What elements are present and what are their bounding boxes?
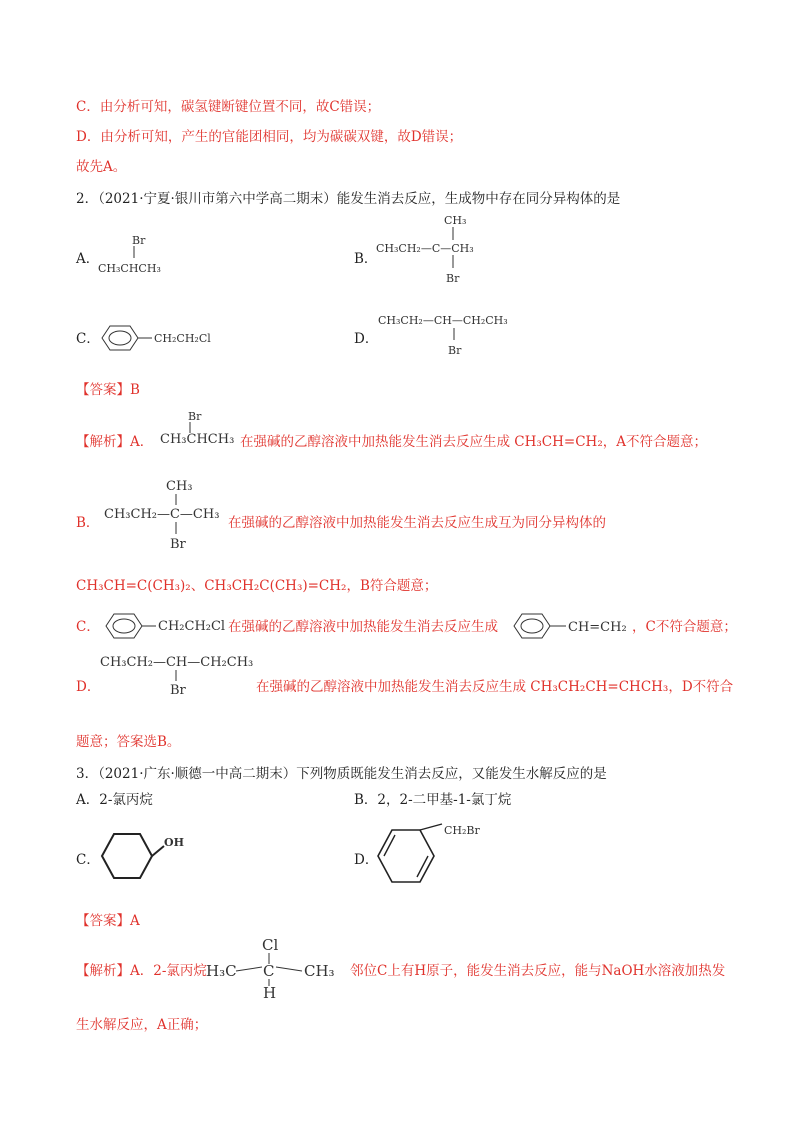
q2-analysis-d-prefix: D． [76, 679, 101, 695]
svg-text:C: C [263, 962, 275, 980]
q2-analysis-a-text: 在强碱的乙醇溶液中加热能发生消去反应生成 CH₃CH=CH₂，A不符合题意； [240, 434, 707, 450]
q2-analysis-d-continued: 题意；答案选B。 [76, 734, 181, 750]
q2-analysis-b-prefix: B． [76, 515, 100, 531]
q2-answer: 【答案】B [76, 382, 140, 398]
hydroxyl-label: OH [164, 836, 184, 849]
svg-text:CH₃CH₂—CH—CH₂CH₃: CH₃CH₂—CH—CH₂CH₃ [100, 655, 254, 670]
q2-analysis-d-structure [100, 650, 270, 700]
q2-option-a-label: A． [76, 251, 100, 267]
q3-structure-d [372, 816, 522, 892]
svg-text:Br: Br [170, 683, 186, 698]
chloroethyl-label: CH₂CH₂Cl [154, 332, 211, 345]
analysis-line-c: C．由分析可知，碳氢键断键位置不同，故C错误； [76, 99, 381, 115]
conclusion-line: 故先A。 [76, 159, 127, 175]
svg-text:Br: Br [170, 537, 186, 552]
q3-structure-c [96, 820, 206, 890]
hydrogen-label: H [263, 984, 277, 1002]
q2-option-c-label: C． [76, 331, 100, 347]
chain-label: CH₃CH₂—CH—CH₂CH₃ [378, 314, 508, 327]
q3-answer: 【答案】A [76, 913, 140, 929]
svg-text:CH₃CHCH₃: CH₃CHCH₃ [160, 432, 235, 447]
methyl-right-label: CH₃ [304, 962, 335, 980]
svg-text:CH=CH₂: CH=CH₂ [568, 620, 627, 635]
q2-analysis-c-structure [102, 608, 232, 648]
methyl-label: CH₃ [444, 214, 467, 227]
svg-text:Br: Br [188, 410, 202, 423]
q3-option-c-label: C． [76, 852, 100, 868]
question-3-stem: 3．（2021·广东·顺德一中高二期末）下列物质既能发生消去反应，又能发生水解反应的是 [76, 766, 607, 782]
q2-analysis-a-structure [160, 410, 240, 450]
svg-text:CH₃CH₂—C—CH₃: CH₃CH₂—C—CH₃ [104, 507, 220, 522]
q2-analysis-b-continued: CH₃CH=C(CH₃)₂、CH₃CH₂C(CH₃)=CH₂，B符合题意； [76, 578, 438, 594]
analysis-line-d: D．由分析可知，产生的官能团相同，均为碳碳双键，故D错误； [76, 129, 463, 145]
bromomethyl-label: CH₂Br [444, 824, 480, 837]
q2-analysis-b-text: 在强碱的乙醇溶液中加热能发生消去反应生成互为同分异构体的 [228, 515, 606, 531]
chain-label: CH₃CH₂—C—CH₃ [376, 242, 474, 255]
q2-structure-b [376, 212, 516, 292]
q2-structure-d [378, 308, 558, 358]
q2-analysis-b-structure [104, 476, 234, 556]
q2-analysis-c-prefix: C． [76, 619, 100, 635]
q3-analysis-a-prefix: 【解析】A．2-氯丙烷 [76, 963, 207, 979]
svg-text:CH₂CH₂Cl: CH₂CH₂Cl [158, 619, 226, 634]
q3-analysis-a-continued: 生水解反应，A正确； [76, 1017, 208, 1033]
q3-option-a: A．2-氯丙烷 [76, 792, 153, 808]
q2-structure-c [96, 320, 246, 360]
q3-analysis-a-structure [206, 934, 346, 1004]
svg-text:CH₃: CH₃ [166, 479, 193, 494]
q2-structure-a [98, 232, 188, 282]
q3-option-d-label: D． [354, 852, 379, 868]
q2-analysis-c-product [510, 608, 630, 648]
chain-label: CH₃CHCH₃ [98, 262, 161, 275]
bromine-label: Br [446, 272, 460, 285]
methyl-left-label: H₃C [206, 962, 237, 980]
q2-analysis-c-tail: ，C不符合题意； [632, 619, 737, 635]
q2-analysis-c-text: 在强碱的乙醇溶液中加热能发生消去反应生成 [228, 619, 498, 635]
question-2-stem: 2．（2021·宁夏·银川市第六中学高二期末）能发生消去反应，生成物中存在同分异构体的是 [76, 191, 621, 207]
q2-option-b-label: B． [354, 251, 378, 267]
bromine-label: Br [448, 344, 462, 357]
q2-analysis-d-text: 在强碱的乙醇溶液中加热能发生消去反应生成 CH₃CH₂CH=CHCH₃，D不符合 [256, 679, 734, 695]
q3-analysis-a-text: 邻位C上有H原子，能发生消去反应，能与NaOH水溶液加热发 [350, 963, 726, 979]
q3-option-b: B．2，2-二甲基-1-氯丁烷 [354, 792, 512, 808]
bromine-label: Br [132, 234, 146, 247]
q2-analysis-a-prefix: 【解析】A． [76, 434, 154, 450]
chlorine-label: Cl [262, 936, 279, 954]
q2-option-d-label: D． [354, 331, 379, 347]
